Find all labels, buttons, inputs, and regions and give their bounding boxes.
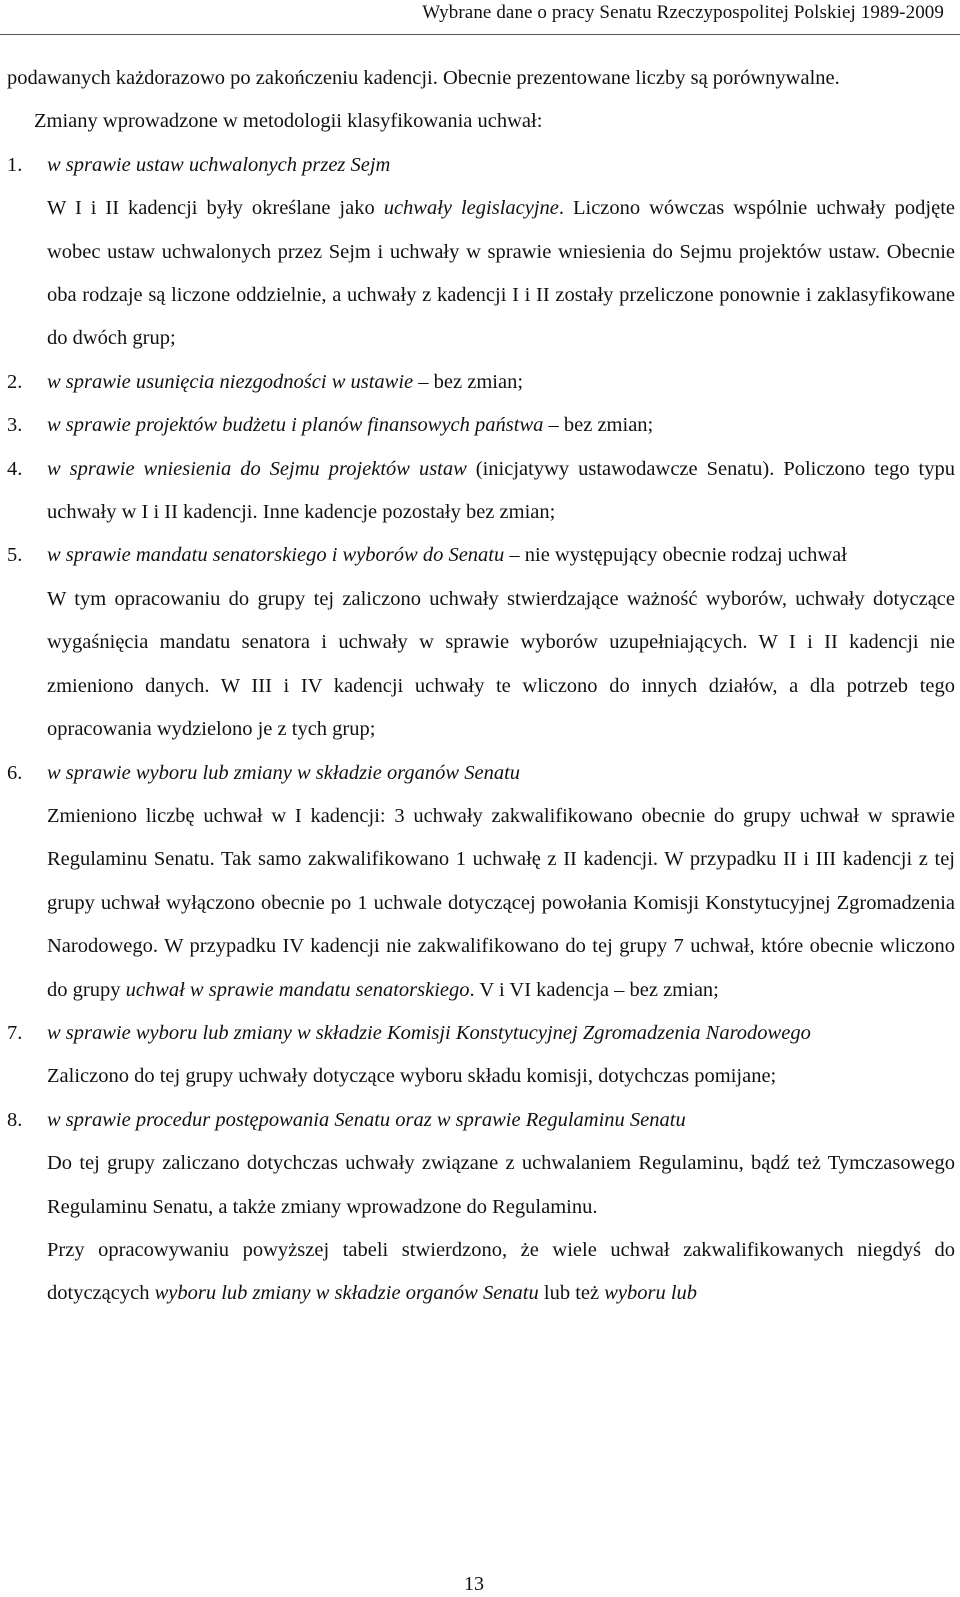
- running-header: Wybrane dane o pracy Senatu Rzeczypospolitej Polskiej 1989-2009: [422, 2, 944, 23]
- item-heading: w sprawie wniesienia do Sejmu projektów ustaw: [47, 457, 467, 480]
- list-number: 4.: [7, 457, 23, 480]
- item-heading: w sprawie usunięcia niezgodności w ustawie: [47, 370, 414, 393]
- list-number: 1.: [7, 153, 23, 176]
- item-paragraph: W tym opracowaniu do grupy tej zaliczono uchwały stwierdzające ważność wyborów, uchwały dotyczące wygaśnięcia mandatu senatora i uchwały w sprawie wyborów uzupełniających. W I i II kadencji nie zmieniono danych. W III i IV kadencji uchwały te wliczono do innych działów, a dla potrzeb tego opracowania wydzielono je z tych grup;: [47, 587, 955, 741]
- item-heading: w sprawie wyboru lub zmiany w składzie Komisji Konstytucyjnej Zgromadzenia Narodowego: [47, 1021, 811, 1044]
- intro-lead: Zmiany wprowadzone w metodologii klasyfikowania uchwał:: [34, 110, 543, 133]
- item-paragraph: W I i II kadencji były określane jako uchwały legislacyjne. Liczono wówczas wspólnie uchwały podjęte wobec ustaw uchwalonych przez Sejm i uchwały w sprawie wniesienia do Sejmu projektów ustaw. Obecnie oba rodzaje są liczone oddzielnie, a uchwały z kadencji I i II zostały przeliczone ponownie i zaklasyfikowane do dwóch grup;: [47, 197, 955, 350]
- item-paragraph: w sprawie projektów budżetu i planów finansowych państwa – bez zmian;: [47, 414, 654, 437]
- list-item-7: [7, 1012, 955, 1099]
- item-paragraph: Zmieniono liczbę uchwał w I kadencji: 3 uchwały zakwalifikowano obecnie do grupy uchwał w sprawie Regulaminu Senatu. Tak samo zakwalifikowano 1 uchwałę z II kadencji. W przypadku II i III kadencji z tej grupy uchwał wyłączono obecnie po 1 uchwale dotyczącej powołania Komisji Konstytucyjnej Zgromadzenia Narodowego. W przypadku IV kadencji nie zakwalifikowano do tej grupy 7 uchwał, które obecnie wliczono do grupy uchwał w sprawie mandatu senatorskiego. V i VI kadencja – bez zmian;: [47, 804, 955, 1001]
- list-number: 2.: [7, 370, 23, 393]
- list-number: 3.: [7, 414, 23, 437]
- item-heading: w sprawie mandatu senatorskiego i wyborów do Senatu: [47, 544, 505, 567]
- page-number: 13: [464, 1573, 484, 1595]
- list-item-4: [7, 448, 955, 535]
- intro-paragraph: podawanych każdorazowo po zakończeniu kadencji. Obecnie prezentowane liczby są porównywalne.: [7, 67, 840, 89]
- list-item-5: [7, 534, 955, 751]
- list-item-6: [7, 752, 955, 1012]
- list-number: 6.: [7, 761, 23, 784]
- list-item-2: [7, 361, 955, 404]
- header-divider: [0, 34, 960, 35]
- item-paragraph-continued: Przy opracowywaniu powyższej tabeli stwierdzono, że wiele uchwał zakwalifikowanych niegdyś do dotyczących wyboru lub zmiany w składzie organów Senatu lub też wyboru lub: [47, 1238, 955, 1305]
- item-heading: w sprawie ustaw uchwalonych przez Sejm: [47, 153, 391, 176]
- list-number: 8.: [7, 1108, 23, 1131]
- list-number: 7.: [7, 1021, 23, 1044]
- item-paragraph: Do tej grupy zaliczano dotychczas uchwały związane z uchwalaniem Regulaminu, bądź też Tymczasowego Regulaminu Senatu, a także zmiany wprowadzone do Regulaminu.: [47, 1152, 955, 1218]
- list-item-8: [7, 1099, 955, 1316]
- item-paragraph: Zaliczono do tej grupy uchwały dotyczące wyboru składu komisji, dotychczas pomijane;: [47, 1065, 777, 1088]
- item-heading: w sprawie wyboru lub zmiany w składzie organów Senatu: [47, 761, 521, 784]
- page-body: [7, 57, 955, 1316]
- item-paragraph: w sprawie usunięcia niezgodności w ustawie – bez zmian;: [47, 370, 524, 393]
- list-item-3: [7, 404, 955, 447]
- item-paragraph: w sprawie wniesienia do Sejmu projektów ustaw (inicjatywy ustawodawcze Senatu). Policzono tego typu uchwały w I i II kadencji. Inne kadencje pozostały bez zmian;: [47, 457, 955, 524]
- item-heading: w sprawie projektów budżetu i planów finansowych państwa: [47, 414, 544, 437]
- item-heading: w sprawie procedur postępowania Senatu oraz w sprawie Regulaminu Senatu: [47, 1108, 686, 1131]
- list-number: 5.: [7, 544, 23, 567]
- list-item-1: [7, 144, 955, 361]
- item-heading-line: w sprawie mandatu senatorskiego i wyborów do Senatu – nie występujący obecnie rodzaj uchwał: [47, 544, 847, 567]
